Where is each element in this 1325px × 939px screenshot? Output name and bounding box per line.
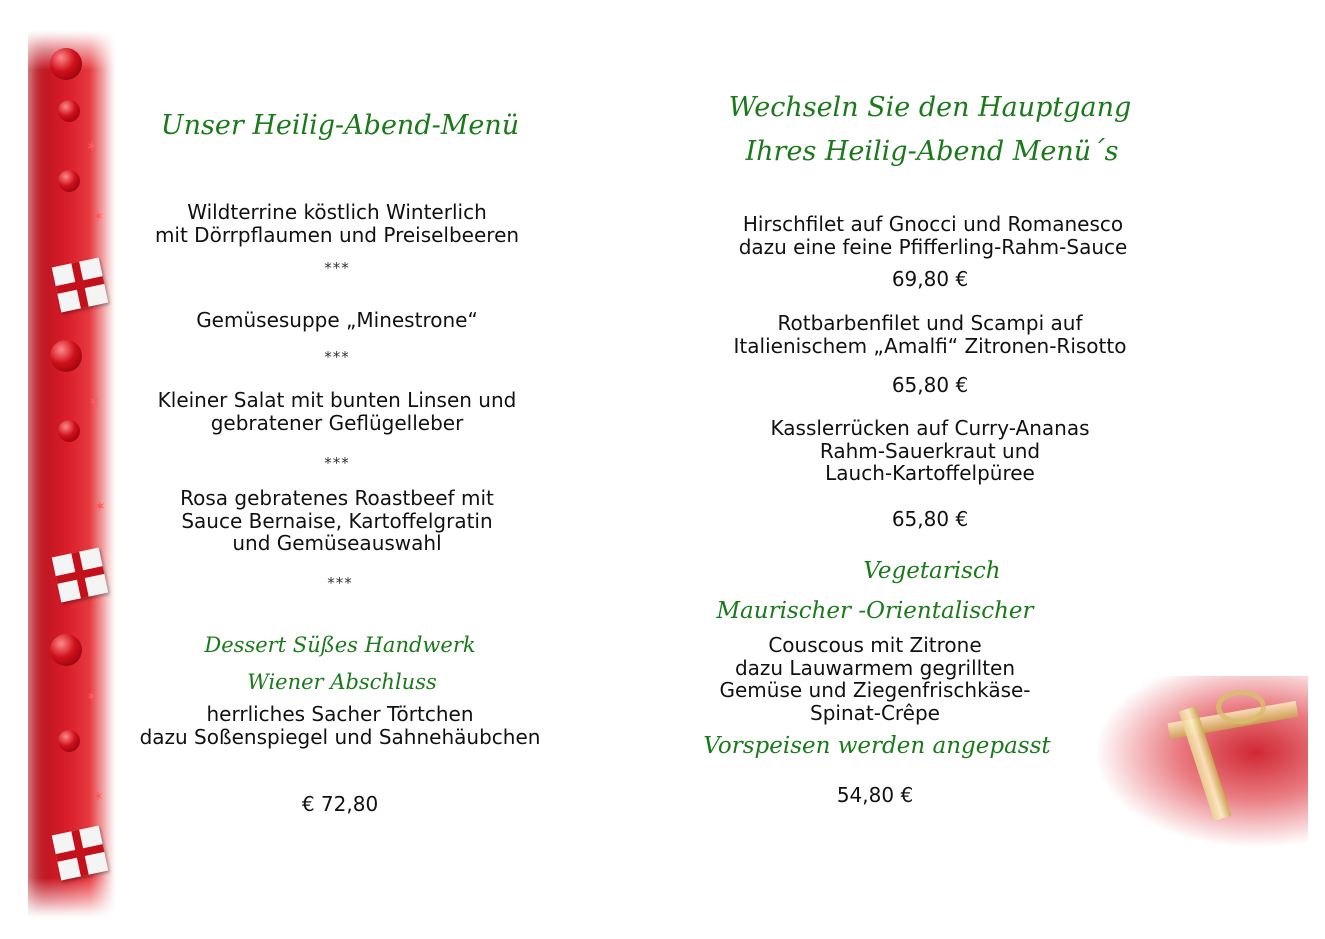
- menu-price: € 72,80: [301, 792, 379, 816]
- right-title-line-1: Wechseln Sie den Hauptgang: [728, 92, 1132, 123]
- ornament-ball-icon: [58, 730, 80, 752]
- vegetarian-option: [719, 634, 1030, 724]
- main-option-2: [734, 312, 1127, 357]
- christmas-border-decoration: [28, 30, 116, 918]
- star-icon: ✶: [92, 789, 104, 805]
- vegetarian-price: 54,80 €: [836, 783, 914, 807]
- gift-box-icon: [52, 826, 109, 881]
- course-line: und Gemüseauswahl: [232, 531, 442, 555]
- option-line: Rahm-Sauerkraut und: [819, 438, 1041, 463]
- course-separator: ***: [324, 259, 350, 277]
- gift-bow: [1216, 690, 1266, 724]
- course-line: Kleiner Salat mit bunten Linsen und: [157, 388, 517, 412]
- vegetarian-heading: Vegetarisch: [863, 558, 1001, 584]
- course-line: Wildterrine köstlich Winterlich: [187, 200, 487, 224]
- ornament-ball-icon: [58, 100, 80, 122]
- ornament-ball-icon: [58, 170, 80, 192]
- option-line: Lauch-Kartoffelpüree: [825, 461, 1035, 485]
- dessert-line: dazu Soßenspiegel und Sahnehäubchen: [139, 724, 541, 749]
- course-1: [155, 201, 519, 246]
- gift-box-icon: [52, 548, 109, 603]
- gift-decoration-icon: [1098, 676, 1308, 846]
- main-option-1: [739, 213, 1128, 258]
- dessert-subheading: Wiener Abschluss: [247, 670, 437, 694]
- vegetarian-line: Gemüse und Ziegenfrischkäse-: [719, 678, 1031, 702]
- ornament-ball-icon: [50, 634, 82, 666]
- star-icon: ✶: [88, 394, 100, 410]
- option-price: 65,80 €: [891, 373, 969, 397]
- gift-box-icon: [52, 258, 109, 313]
- border-fade-bottom: [28, 878, 116, 918]
- course-line: Sauce Bernaise, Kartoffelgratin: [181, 508, 493, 533]
- ornament-ball-icon: [58, 420, 80, 442]
- ornament-ball-icon: [50, 48, 82, 80]
- star-icon: ✶: [92, 209, 104, 225]
- vegetarian-line: Spinat-Crêpe: [810, 700, 940, 725]
- course-line: Rosa gebratenes Roastbeef mit: [180, 486, 494, 510]
- vegetarian-line: dazu Lauwarmem gegrillten: [734, 655, 1016, 680]
- dessert-heading: Dessert Süßes Handwerk: [204, 633, 476, 657]
- vegetarian-line: Couscous mit Zitrone: [768, 633, 982, 657]
- dessert-description: [140, 703, 541, 748]
- star-icon: ✶: [86, 689, 98, 705]
- course-line: gebratener Geflügelleber: [210, 410, 464, 435]
- course-separator: ***: [324, 454, 350, 472]
- option-line: Hirschfilet auf Gnocci und Romanesco: [742, 212, 1124, 236]
- option-price: 65,80 €: [891, 507, 969, 531]
- vegetarian-subheading: Maurischer -Orientalischer: [716, 598, 1034, 624]
- main-option-3: [771, 417, 1090, 485]
- course-line: Gemüsesuppe „Minestrone“: [196, 308, 478, 332]
- option-line: dazu eine feine Pfifferling-Rahm-Sauce: [738, 234, 1128, 259]
- ornament-ball-icon: [50, 340, 82, 372]
- dessert-line: herrliches Sacher Törtchen: [206, 702, 474, 726]
- course-line: mit Dörrpflaumen und Preiselbeeren: [154, 222, 520, 247]
- option-line: Kasslerrücken auf Curry-Ananas: [770, 416, 1090, 440]
- right-title-line-2: Ihres Heilig-Abend Menü´s: [745, 136, 1119, 167]
- course-separator: ***: [327, 574, 353, 592]
- course-separator: ***: [324, 348, 350, 366]
- course-3: [158, 389, 517, 434]
- left-menu-title: Unser Heilig-Abend-Menü: [160, 110, 520, 141]
- option-price: 69,80 €: [891, 267, 969, 291]
- star-icon: ✶: [94, 499, 106, 515]
- vegetarian-note: Vorspeisen werden angepasst: [703, 733, 1051, 759]
- option-line: Italienischem „Amalfi“ Zitronen-Risotto: [733, 333, 1127, 358]
- course-2: [196, 309, 478, 332]
- star-icon: ✶: [86, 139, 98, 155]
- option-line: Rotbarbenfilet und Scampi auf: [777, 311, 1083, 335]
- course-4: [180, 487, 494, 555]
